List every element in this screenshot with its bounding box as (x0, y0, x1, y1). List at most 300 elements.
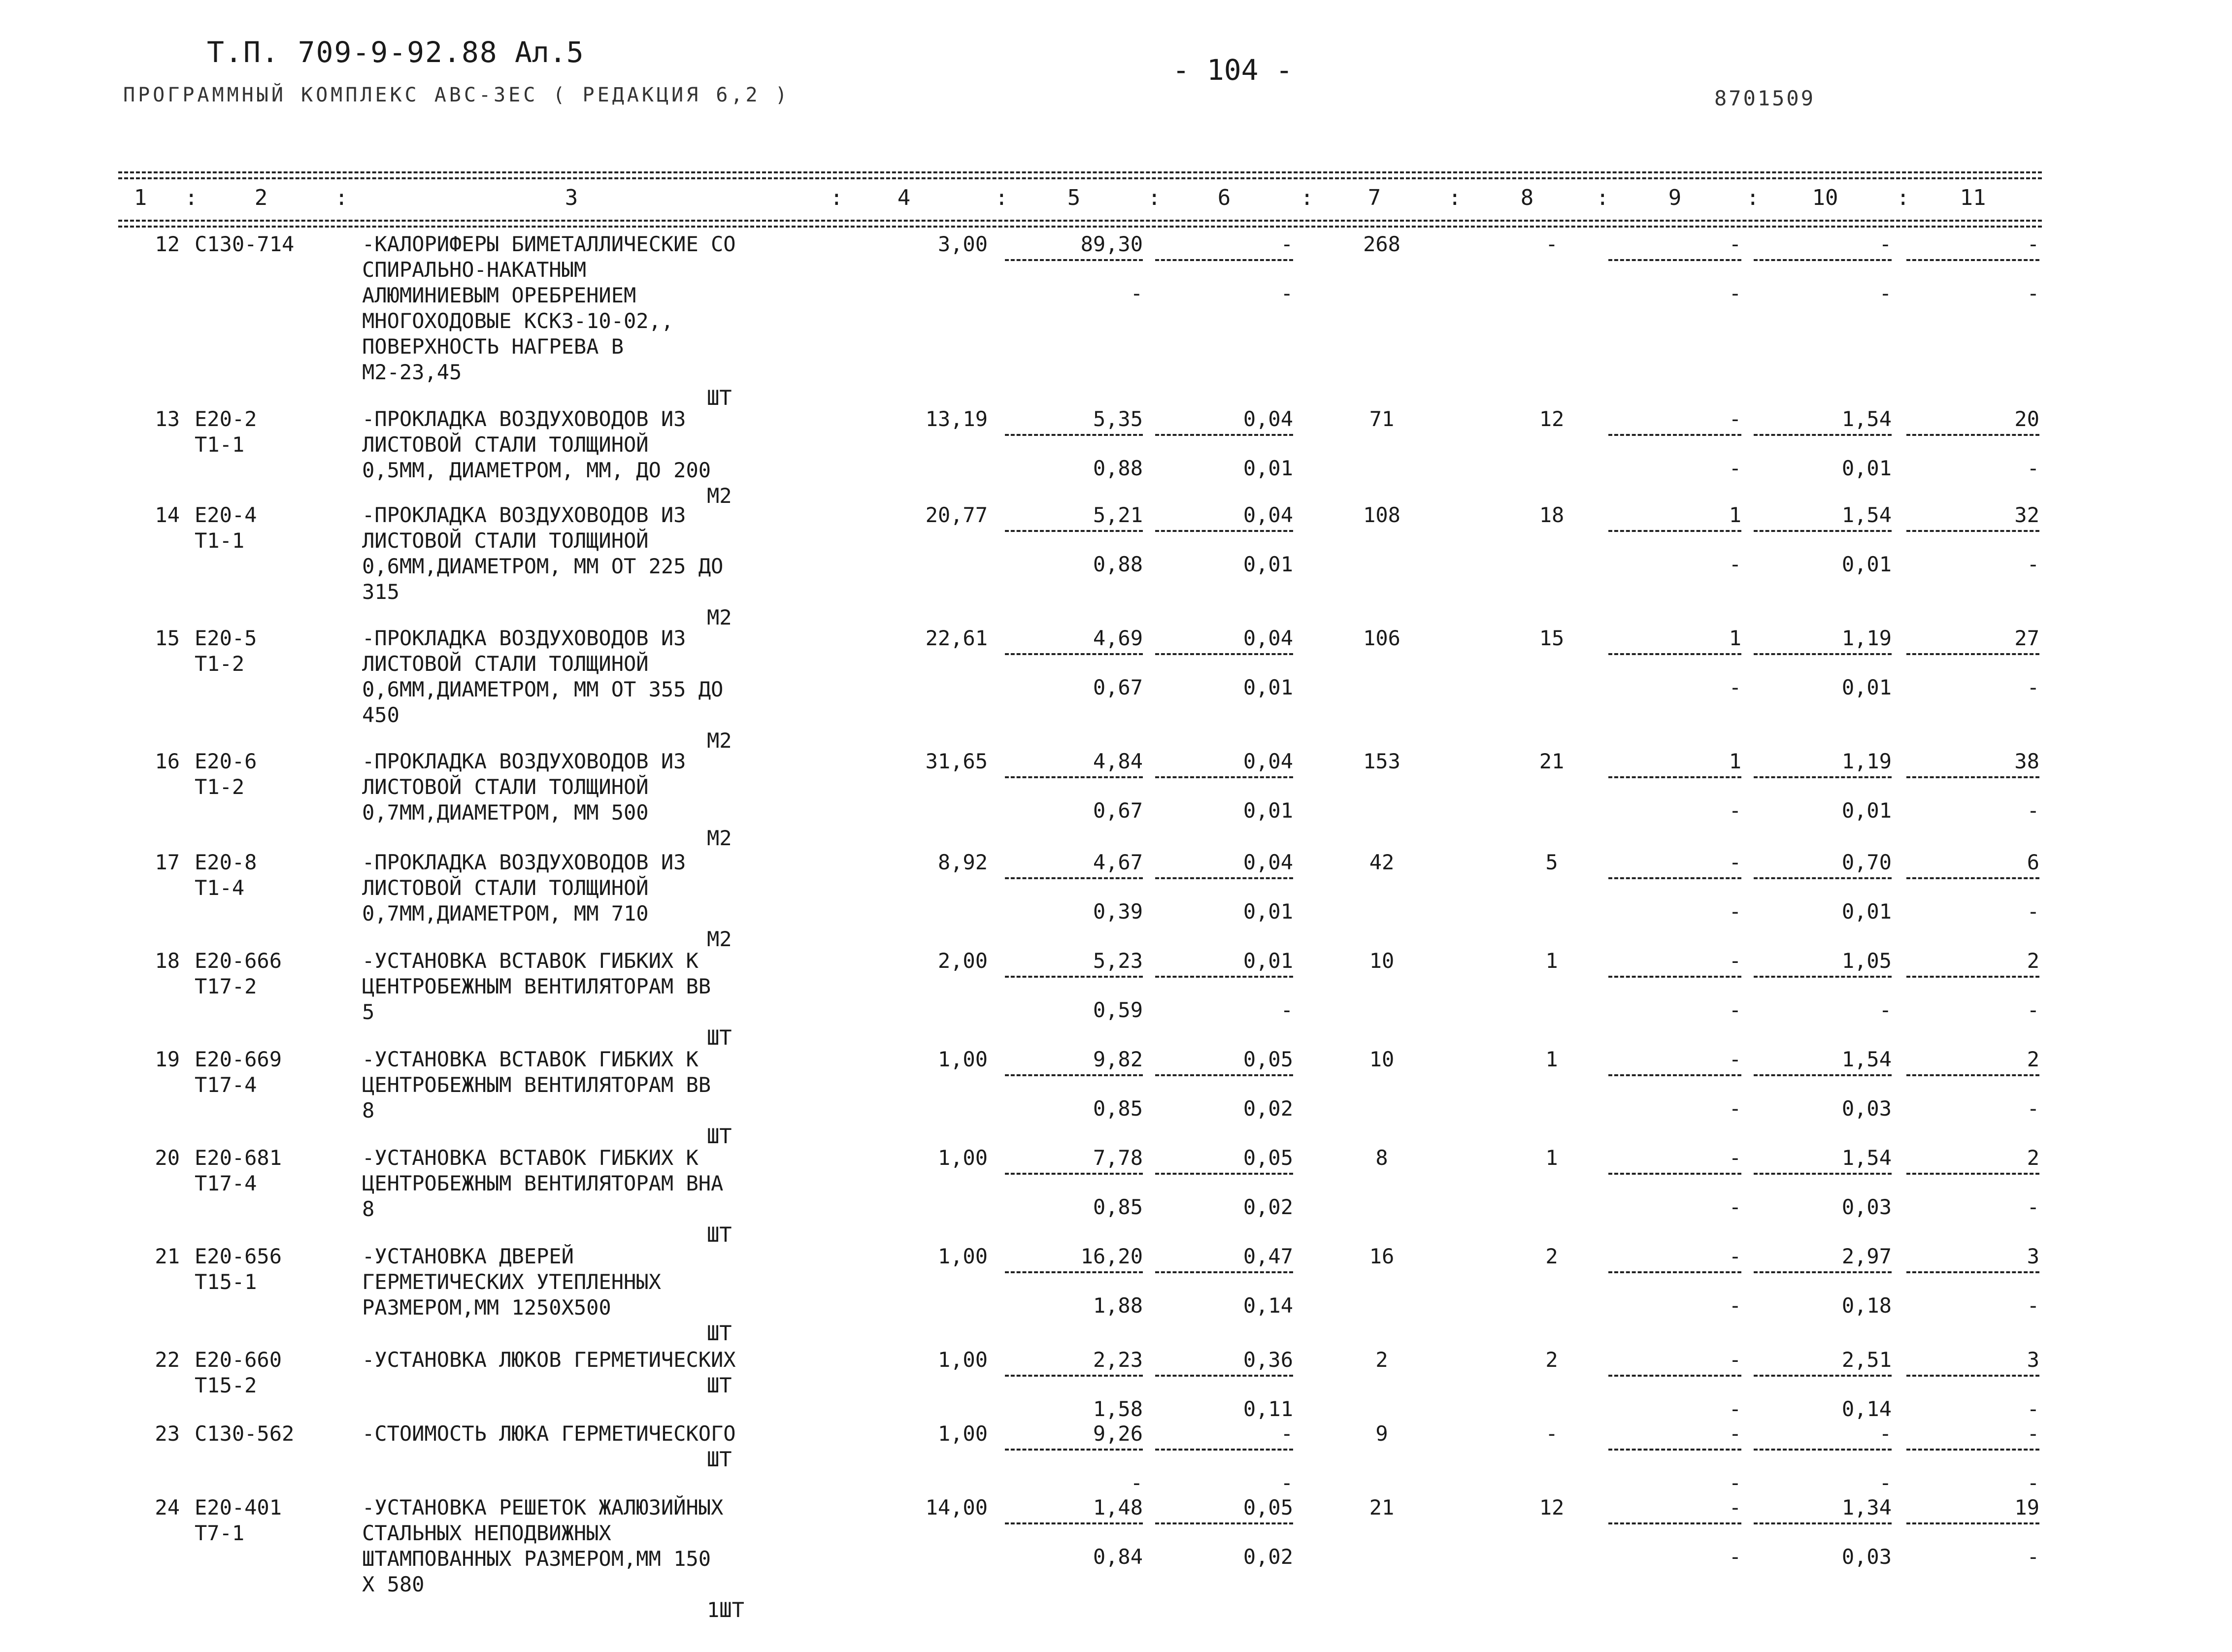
column-header-11: 11 (1960, 185, 1986, 210)
cell-c4: 8,92 (937, 850, 988, 874)
cell-c5: 5,35 (1093, 407, 1143, 431)
cell-c11: 6 (2027, 850, 2039, 874)
cell-c6b: - (1280, 998, 1293, 1022)
row-number: 12 (155, 232, 180, 256)
cell-c9b: - (1729, 552, 1741, 576)
cell-c8: 2 (1545, 1348, 1558, 1372)
cell-c9: 1 (1729, 749, 1741, 773)
cell-c11: - (2027, 232, 2039, 256)
cell-c9: - (1729, 1244, 1741, 1268)
rate-code: Е20-401 Т7-1 (195, 1495, 282, 1545)
cell-c10b: 0,14 (1841, 1397, 1892, 1421)
column-separator: : (335, 185, 348, 210)
unit-of-measure: ШТ (707, 1321, 732, 1345)
cell-c5: 4,67 (1093, 850, 1143, 874)
value-divider (1754, 1522, 1892, 1524)
value-divider (1906, 776, 2039, 778)
cell-c9: - (1729, 1047, 1741, 1071)
cell-c4: 22,61 (925, 626, 988, 650)
cell-c10: 1,54 (1841, 1047, 1892, 1071)
cell-c5b: 1,88 (1093, 1293, 1143, 1318)
cell-c5: 9,82 (1093, 1047, 1143, 1071)
cell-c6: 0,04 (1243, 850, 1293, 874)
cell-c10b: - (1879, 1471, 1892, 1495)
cell-c10b: 0,03 (1841, 1545, 1892, 1569)
cell-c10b: 0,01 (1841, 899, 1892, 924)
cell-c9b: - (1729, 1471, 1741, 1495)
cell-c5b: 0,67 (1093, 675, 1143, 699)
cell-c6b: 0,01 (1243, 675, 1293, 699)
cell-c10: 1,54 (1841, 503, 1892, 527)
cell-c8: 12 (1539, 1495, 1565, 1520)
cell-c5: 9,26 (1093, 1421, 1143, 1446)
work-description: -УСТАНОВКА ВСТАВОК ГИБКИХ К ЦЕНТРОБЕЖНЫМ ВЕНТИЛЯТОРАМ ВВ 5 (362, 949, 711, 1024)
document-code: 8701509 (1714, 86, 1816, 110)
unit-of-measure: ШТ (707, 1025, 732, 1050)
value-divider (1608, 1173, 1741, 1175)
cell-c5: 16,20 (1080, 1244, 1143, 1268)
value-divider (1005, 1173, 1143, 1175)
cell-c11b: - (2027, 1397, 2039, 1421)
value-divider (1754, 877, 1892, 879)
cell-c9: - (1729, 1495, 1741, 1520)
cell-c10: 2,51 (1841, 1348, 1892, 1372)
cell-c5b: 1,58 (1093, 1397, 1143, 1421)
value-divider (1155, 653, 1293, 655)
value-divider (1906, 976, 2039, 978)
value-divider (1608, 434, 1741, 436)
cell-c7: 153 (1363, 749, 1400, 773)
cell-c11b: - (2027, 1195, 2039, 1219)
value-divider (1754, 1449, 1892, 1451)
cell-c11b: - (2027, 998, 2039, 1022)
cell-c5b: 0,67 (1093, 798, 1143, 823)
cell-c8: 18 (1539, 503, 1565, 527)
value-divider (1608, 1271, 1741, 1273)
unit-of-measure: ШТ (707, 386, 732, 410)
cell-c4: 14,00 (925, 1495, 988, 1520)
column-separator: : (1596, 185, 1609, 210)
cell-c6b: 0,02 (1243, 1545, 1293, 1569)
column-header-1: 1 (133, 185, 147, 210)
cell-c9: - (1729, 232, 1741, 256)
cell-c8: 5 (1545, 850, 1558, 874)
cell-c11: 32 (2014, 503, 2039, 527)
header-bottom-rule-2 (118, 226, 2042, 228)
rate-code: Е20-660 Т15-2 (195, 1348, 282, 1397)
work-description: -ПРОКЛАДКА ВОЗДУХОВОДОВ ИЗ ЛИСТОВОЙ СТАЛИ ТОЛЩИНОЙ 0,5ММ, ДИАМЕТРОМ, ММ, ДО 200 (362, 407, 711, 482)
cell-c9: - (1729, 407, 1741, 431)
value-divider (1754, 976, 1892, 978)
cell-c9b: - (1729, 798, 1741, 823)
cell-c11b: - (2027, 1293, 2039, 1318)
cell-c10: 1,54 (1841, 1146, 1892, 1170)
value-divider (1608, 877, 1741, 879)
cell-c7: 2 (1375, 1348, 1388, 1372)
cell-c7: 42 (1369, 850, 1395, 874)
cell-c9: - (1729, 850, 1741, 874)
cell-c10b: 0,01 (1841, 798, 1892, 823)
cell-c6: 0,05 (1243, 1047, 1293, 1071)
sheet-label: Ал.5 (515, 35, 584, 69)
cell-c7: 106 (1363, 626, 1400, 650)
value-divider (1906, 1173, 2039, 1175)
cell-c11b: - (2027, 1471, 2039, 1495)
cell-c4: 3,00 (937, 232, 988, 256)
rate-code: Е20-666 Т17-2 (195, 949, 282, 998)
unit-of-measure: ШТ (707, 1447, 732, 1471)
cell-c5b: 0,88 (1093, 552, 1143, 576)
cell-c5: 5,23 (1093, 949, 1143, 973)
value-divider (1754, 530, 1892, 532)
value-divider (1608, 1522, 1741, 1524)
column-header-8: 8 (1520, 185, 1534, 210)
row-number: 23 (155, 1421, 180, 1446)
document-number: Т.П. 709-9-92.88 (207, 35, 498, 69)
cell-c10: 1,54 (1841, 407, 1892, 431)
value-divider (1005, 1522, 1143, 1524)
column-header-10: 10 (1812, 185, 1838, 210)
cell-c11b: - (2027, 798, 2039, 823)
value-divider (1155, 259, 1293, 261)
cell-c8: 1 (1545, 1146, 1558, 1170)
value-divider (1155, 776, 1293, 778)
value-divider (1608, 653, 1741, 655)
cell-c8: 12 (1539, 407, 1565, 431)
cell-c8: 1 (1545, 1047, 1558, 1071)
unit-of-measure: М2 (707, 728, 732, 753)
unit-of-measure: М2 (707, 605, 732, 629)
cell-c9b: - (1729, 1096, 1741, 1121)
cell-c5: 5,21 (1093, 503, 1143, 527)
cell-c6b: - (1280, 281, 1293, 305)
rate-code: Е20-656 Т15-1 (195, 1244, 282, 1294)
row-number: 19 (155, 1047, 180, 1071)
cell-c4: 2,00 (937, 949, 988, 973)
unit-of-measure: ШТ (707, 1373, 732, 1397)
cell-c9b: - (1729, 1293, 1741, 1318)
cell-c6b: 0,02 (1243, 1195, 1293, 1219)
unit-of-measure: 1ШТ (707, 1598, 744, 1622)
cell-c11: 2 (2027, 1047, 2039, 1071)
cell-c6: 0,01 (1243, 949, 1293, 973)
cell-c6: - (1280, 232, 1293, 256)
value-divider (1906, 434, 2039, 436)
cell-c5b: 0,59 (1093, 998, 1143, 1022)
value-divider (1608, 530, 1741, 532)
column-separator: : (995, 185, 1008, 210)
cell-c5: 7,78 (1093, 1146, 1143, 1170)
header-bottom-rule (118, 220, 2042, 222)
cell-c5: 89,30 (1080, 232, 1143, 256)
cell-c10b: 0,03 (1841, 1096, 1892, 1121)
value-divider (1608, 1074, 1741, 1076)
row-number: 18 (155, 949, 180, 973)
cell-c5: 4,69 (1093, 626, 1143, 650)
value-divider (1155, 434, 1293, 436)
work-description: -УСТАНОВКА ВСТАВОК ГИБКИХ К ЦЕНТРОБЕЖНЫМ ВЕНТИЛЯТОРАМ ВНА 8 (362, 1146, 724, 1221)
value-divider (1005, 1074, 1143, 1076)
value-divider (1754, 653, 1892, 655)
cell-c5: 1,48 (1093, 1495, 1143, 1520)
cell-c11b: - (2027, 281, 2039, 305)
cell-c7: 268 (1363, 232, 1400, 256)
rate-code: Е20-681 Т17-4 (195, 1146, 282, 1195)
cell-c10b: 0,01 (1841, 552, 1892, 576)
value-divider (1155, 1271, 1293, 1273)
work-description: -ПРОКЛАДКА ВОЗДУХОВОДОВ ИЗ ЛИСТОВОЙ СТАЛИ ТОЛЩИНОЙ 0,7ММ,ДИАМЕТРОМ, ММ 500 (362, 749, 686, 825)
rate-code: С130-714 (195, 232, 295, 256)
cell-c10b: - (1879, 281, 1892, 305)
value-divider (1608, 1375, 1741, 1377)
cell-c9b: - (1729, 998, 1741, 1022)
work-description: -ПРОКЛАДКА ВОЗДУХОВОДОВ ИЗ ЛИСТОВОЙ СТАЛИ ТОЛЩИНОЙ 0,7ММ,ДИАМЕТРОМ, ММ 710 (362, 850, 686, 925)
row-number: 22 (155, 1348, 180, 1372)
unit-of-measure: М2 (707, 927, 732, 951)
cell-c9: 1 (1729, 503, 1741, 527)
cell-c6: 0,05 (1243, 1495, 1293, 1520)
cell-c11b: - (2027, 675, 2039, 699)
column-header-3: 3 (565, 185, 578, 210)
cell-c7: 10 (1369, 949, 1395, 973)
cell-c10: 2,97 (1841, 1244, 1892, 1268)
cell-c6b: 0,11 (1243, 1397, 1293, 1421)
value-divider (1155, 1375, 1293, 1377)
cell-c4: 31,65 (925, 749, 988, 773)
cell-c5: 4,84 (1093, 749, 1143, 773)
cell-c6b: 0,01 (1243, 552, 1293, 576)
cell-c9: - (1729, 1146, 1741, 1170)
cell-c10: 0,70 (1841, 850, 1892, 874)
rate-code: Е20-669 Т17-4 (195, 1047, 282, 1097)
cell-c9: - (1729, 949, 1741, 973)
cell-c7: 71 (1369, 407, 1395, 431)
cell-c11: - (2027, 1421, 2039, 1446)
cell-c4: 1,00 (937, 1421, 988, 1446)
value-divider (1906, 1449, 2039, 1451)
column-header-4: 4 (897, 185, 911, 210)
value-divider (1906, 1375, 2039, 1377)
cell-c5b: 0,39 (1093, 899, 1143, 924)
value-divider (1155, 530, 1293, 532)
cell-c6: 0,05 (1243, 1146, 1293, 1170)
cell-c11: 38 (2014, 749, 2039, 773)
cell-c4: 13,19 (925, 407, 988, 431)
cell-c8: - (1545, 1421, 1558, 1446)
value-divider (1906, 653, 2039, 655)
table-top-rule (118, 171, 2042, 173)
cell-c4: 1,00 (937, 1348, 988, 1372)
value-divider (1906, 530, 2039, 532)
cell-c6b: 0,02 (1243, 1096, 1293, 1121)
value-divider (1754, 259, 1892, 261)
rate-code: Е20-8 Т1-4 (195, 850, 257, 900)
value-divider (1005, 1375, 1143, 1377)
value-divider (1906, 1271, 2039, 1273)
value-divider (1608, 776, 1741, 778)
value-divider (1005, 1271, 1143, 1273)
cell-c11: 2 (2027, 949, 2039, 973)
cell-c6: - (1280, 1421, 1293, 1446)
cell-c9b: - (1729, 1545, 1741, 1569)
unit-of-measure: М2 (707, 826, 732, 850)
value-divider (1005, 1449, 1143, 1451)
cell-c11: 20 (2014, 407, 2039, 431)
column-header-7: 7 (1367, 185, 1381, 210)
work-description: -УСТАНОВКА ВСТАВОК ГИБКИХ К ЦЕНТРОБЕЖНЫМ ВЕНТИЛЯТОРАМ ВВ 8 (362, 1047, 711, 1123)
page-number: - 104 - (1172, 53, 1293, 87)
row-number: 21 (155, 1244, 180, 1268)
cell-c9: - (1729, 1348, 1741, 1372)
value-divider (1608, 976, 1741, 978)
value-divider (1005, 434, 1143, 436)
cell-c9: - (1729, 1421, 1741, 1446)
value-divider (1906, 1522, 2039, 1524)
cell-c11: 27 (2014, 626, 2039, 650)
cell-c6: 0,47 (1243, 1244, 1293, 1268)
unit-of-measure: М2 (707, 484, 732, 508)
value-divider (1155, 1074, 1293, 1076)
row-number: 15 (155, 626, 180, 650)
value-divider (1608, 259, 1741, 261)
cell-c6b: 0,01 (1243, 899, 1293, 924)
value-divider (1906, 1074, 2039, 1076)
column-separator: : (1746, 185, 1760, 210)
cell-c9b: - (1729, 899, 1741, 924)
value-divider (1155, 976, 1293, 978)
value-divider (1005, 976, 1143, 978)
cell-c6b: 0,01 (1243, 456, 1293, 480)
cell-c6: 0,04 (1243, 626, 1293, 650)
cell-c8: 2 (1545, 1244, 1558, 1268)
value-divider (1906, 259, 2039, 261)
unit-of-measure: ШТ (707, 1124, 732, 1148)
cell-c9: 1 (1729, 626, 1741, 650)
cell-c11b: - (2027, 456, 2039, 480)
cell-c6: 0,04 (1243, 503, 1293, 527)
rate-code: Е20-2 Т1-1 (195, 407, 257, 457)
work-description: -УСТАНОВКА ЛЮКОВ ГЕРМЕТИЧЕСКИХ (362, 1348, 736, 1372)
column-header-9: 9 (1668, 185, 1682, 210)
rate-code: С130-562 (195, 1421, 295, 1446)
cell-c5b: 0,85 (1093, 1096, 1143, 1121)
value-divider (1754, 1271, 1892, 1273)
cell-c11: 19 (2014, 1495, 2039, 1520)
column-separator: : (1448, 185, 1462, 210)
cell-c5b: 0,85 (1093, 1195, 1143, 1219)
value-divider (1155, 1522, 1293, 1524)
cell-c11b: - (2027, 552, 2039, 576)
row-number: 14 (155, 503, 180, 527)
table-top-rule-2 (118, 177, 2042, 179)
cell-c6: 0,04 (1243, 749, 1293, 773)
column-separator: : (1897, 185, 1910, 210)
value-divider (1005, 776, 1143, 778)
row-number: 13 (155, 407, 180, 431)
column-separator: : (185, 185, 198, 210)
rate-code: Е20-6 Т1-2 (195, 749, 257, 799)
value-divider (1005, 877, 1143, 879)
cell-c7: 9 (1375, 1421, 1388, 1446)
rate-code: Е20-5 Т1-2 (195, 626, 257, 676)
work-description: -УСТАНОВКА РЕШЕТОК ЖАЛЮЗИЙНЫХ СТАЛЬНЫХ НЕПОДВИЖНЫХ ШТАМПОВАННЫХ РАЗМЕРОМ,ММ 150 Х 580 (362, 1495, 724, 1596)
cell-c5b: 0,88 (1093, 456, 1143, 480)
column-header-5: 5 (1067, 185, 1081, 210)
rate-code: Е20-4 Т1-1 (195, 503, 257, 553)
cell-c10: - (1879, 232, 1892, 256)
value-divider (1005, 530, 1143, 532)
cell-c9b: - (1729, 456, 1741, 480)
work-description: -КАЛОРИФЕРЫ БИМЕТАЛЛИЧЕСКИЕ СО СПИРАЛЬНО-НАКАТНЫМ АЛЮМИНИЕВЫМ ОРЕБРЕНИЕМ МНОГОХОДОВЫЕ КСК3-10-02,, ПОВЕРХНОСТЬ НАГРЕВА В М2-23,45 (362, 232, 736, 384)
cell-c4: 1,00 (937, 1146, 988, 1170)
value-divider (1155, 877, 1293, 879)
cell-c6b: 0,01 (1243, 798, 1293, 823)
value-divider (1754, 1375, 1892, 1377)
cell-c9b: - (1729, 281, 1741, 305)
row-number: 17 (155, 850, 180, 874)
cell-c7: 108 (1363, 503, 1400, 527)
cell-c11: 2 (2027, 1146, 2039, 1170)
cell-c8: 1 (1545, 949, 1558, 973)
column-header-2: 2 (254, 185, 268, 210)
work-description: -УСТАНОВКА ДВЕРЕЙ ГЕРМЕТИЧЕСКИХ УТЕПЛЕННЫХ РАЗМЕРОМ,ММ 1250Х500 (362, 1244, 661, 1320)
cell-c8: 21 (1539, 749, 1565, 773)
work-description: -СТОИМОСТЬ ЛЮКА ГЕРМЕТИЧЕСКОГО (362, 1421, 736, 1446)
cell-c4: 1,00 (937, 1244, 988, 1268)
cell-c5: 2,23 (1093, 1348, 1143, 1372)
cell-c11: 3 (2027, 1244, 2039, 1268)
cell-c5b: - (1130, 1471, 1143, 1495)
cell-c11b: - (2027, 899, 2039, 924)
program-line: ПРОГРАММНЫЙ КОМПЛЕКС АВС-3ЕС ( РЕДАКЦИЯ 6,2 ) (123, 84, 790, 106)
cell-c6: 0,04 (1243, 407, 1293, 431)
cell-c10: 1,19 (1841, 626, 1892, 650)
value-divider (1608, 1449, 1741, 1451)
cell-c9b: - (1729, 1397, 1741, 1421)
cell-c5b: - (1130, 281, 1143, 305)
cell-c4: 20,77 (925, 503, 988, 527)
cell-c10b: 0,01 (1841, 456, 1892, 480)
row-number: 16 (155, 749, 180, 773)
cell-c11b: - (2027, 1545, 2039, 1569)
cell-c10b: 0,18 (1841, 1293, 1892, 1318)
column-separator: : (1300, 185, 1314, 210)
cell-c11: 3 (2027, 1348, 2039, 1372)
cell-c7: 10 (1369, 1047, 1395, 1071)
value-divider (1906, 877, 2039, 879)
cell-c4: 1,00 (937, 1047, 988, 1071)
value-divider (1754, 1173, 1892, 1175)
cell-c10: 1,19 (1841, 749, 1892, 773)
value-divider (1155, 1173, 1293, 1175)
column-separator: : (1148, 185, 1161, 210)
cell-c10b: 0,03 (1841, 1195, 1892, 1219)
cell-c7: 16 (1369, 1244, 1395, 1268)
value-divider (1754, 776, 1892, 778)
cell-c10: 1,34 (1841, 1495, 1892, 1520)
cell-c6: 0,36 (1243, 1348, 1293, 1372)
work-description: -ПРОКЛАДКА ВОЗДУХОВОДОВ ИЗ ЛИСТОВОЙ СТАЛИ ТОЛЩИНОЙ 0,6ММ,ДИАМЕТРОМ, ММ ОТ 355 ДО 450 (362, 626, 724, 727)
value-divider (1754, 434, 1892, 436)
cell-c11b: - (2027, 1096, 2039, 1121)
cell-c10b: - (1879, 998, 1892, 1022)
cell-c8: 15 (1539, 626, 1565, 650)
cell-c6b: - (1280, 1471, 1293, 1495)
cell-c7: 8 (1375, 1146, 1388, 1170)
row-number: 24 (155, 1495, 180, 1520)
cell-c5b: 0,84 (1093, 1545, 1143, 1569)
unit-of-measure: ШТ (707, 1222, 732, 1247)
